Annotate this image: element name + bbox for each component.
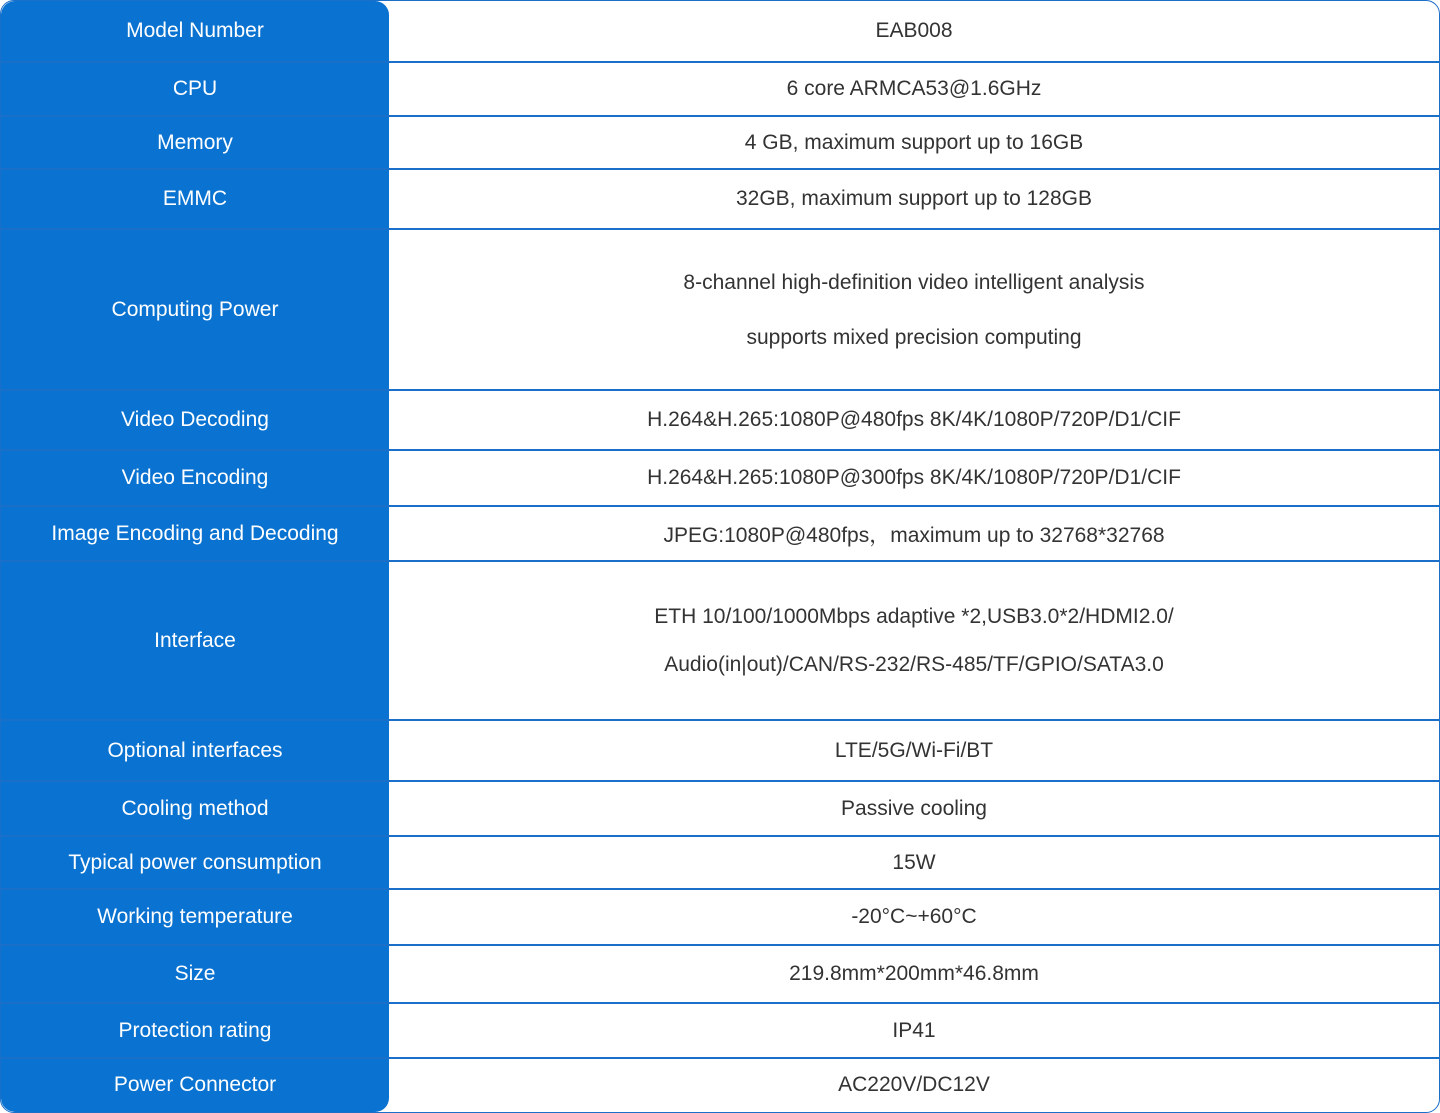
row-divider bbox=[1, 389, 1439, 391]
spec-label: CPU bbox=[172, 77, 218, 100]
row-divider bbox=[1, 228, 1439, 230]
spec-value-line: supports mixed precision computing bbox=[746, 325, 1082, 349]
row-divider bbox=[1, 944, 1439, 946]
spec-label: Cooling method bbox=[121, 796, 269, 820]
row-divider bbox=[1, 1002, 1439, 1004]
row-divider bbox=[1, 780, 1439, 782]
spec-label: Memory bbox=[157, 130, 233, 154]
spec-value: Passive cooling bbox=[841, 796, 987, 820]
spec-value: IP41 bbox=[892, 1018, 936, 1042]
row-divider bbox=[1, 1057, 1439, 1059]
spec-value: H.264&H.265:1080P@480fps 8K/4K/1080P/720P/D1/CIF bbox=[647, 408, 1181, 431]
spec-value: H.264&H.265:1080P@300fps 8K/4K/1080P/720P/D1/CIF bbox=[647, 466, 1181, 489]
spec-row-emmc bbox=[1, 169, 1439, 229]
spec-value: LTE/5G/Wi-Fi/BT bbox=[834, 738, 994, 762]
spec-row-video-encoding bbox=[1, 450, 1439, 506]
spec-value-line: ETH 10/100/1000Mbps adaptive *2,USB3.0*2/HDMI2.0/ bbox=[654, 604, 1174, 628]
spec-row-size bbox=[1, 945, 1439, 1003]
spec-row-interface bbox=[1, 561, 1439, 720]
spec-row-power-consumption bbox=[1, 836, 1439, 889]
row-divider bbox=[1, 168, 1439, 170]
row-divider bbox=[1, 560, 1439, 562]
spec-value bbox=[389, 561, 1439, 720]
row-divider bbox=[1, 61, 1439, 63]
spec-row-optional-interfaces bbox=[1, 720, 1439, 781]
spec-row-model-number bbox=[1, 1, 1439, 61]
row-divider bbox=[1, 505, 1439, 507]
spec-row-computing-power bbox=[1, 229, 1439, 390]
spec-label: Interface bbox=[154, 628, 236, 652]
spec-row-power-connector bbox=[1, 1058, 1439, 1112]
spec-value: 32GB, maximum support up to 128GB bbox=[735, 187, 1092, 210]
row-divider bbox=[1, 449, 1439, 451]
spec-row-memory bbox=[1, 116, 1439, 169]
spec-label: Optional interfaces bbox=[107, 738, 283, 762]
spec-row-video-decoding bbox=[1, 390, 1439, 450]
spec-value: AC220V/DC12V bbox=[838, 1073, 990, 1096]
spec-label: Computing Power bbox=[111, 297, 279, 321]
spec-label: Typical power consumption bbox=[68, 850, 322, 874]
row-divider bbox=[1, 835, 1439, 837]
spec-value: 4 GB, maximum support up to 16GB bbox=[744, 130, 1084, 154]
spec-label: Protection rating bbox=[118, 1018, 272, 1042]
spec-row-protection-rating bbox=[1, 1003, 1439, 1058]
row-divider bbox=[1, 719, 1439, 721]
row-divider bbox=[1, 115, 1439, 117]
spec-row-cpu bbox=[1, 62, 1439, 116]
spec-value: 15W bbox=[892, 850, 936, 874]
row-divider bbox=[1, 888, 1439, 890]
spec-value-line: Audio(in|out)/CAN/RS-232/RS-485/TF/GPIO/SATA3.0 bbox=[664, 652, 1164, 676]
spec-value: -20°C~+60°C bbox=[851, 905, 977, 928]
spec-label: Video Decoding bbox=[121, 408, 269, 431]
spec-label: Image Encoding and Decoding bbox=[51, 521, 339, 545]
spec-value: EAB008 bbox=[875, 19, 953, 42]
spec-label: Size bbox=[174, 962, 216, 985]
spec-value: 6 core ARMCA53@1.6GHz bbox=[786, 77, 1042, 100]
spec-label: EMMC bbox=[162, 187, 228, 210]
spec-label: Working temperature bbox=[97, 905, 293, 928]
spec-value bbox=[389, 229, 1439, 390]
spec-label: Power Connector bbox=[113, 1073, 277, 1096]
spec-row-cooling-method bbox=[1, 781, 1439, 836]
spec-row-image-codec bbox=[1, 506, 1439, 561]
spec-value-line: 8-channel high-definition video intelligent analysis bbox=[683, 270, 1145, 294]
spec-row-working-temperature bbox=[1, 889, 1439, 945]
spec-label: Video Encoding bbox=[121, 466, 269, 489]
spec-label: Model Number bbox=[126, 19, 264, 42]
spec-value: 219.8mm*200mm*46.8mm bbox=[789, 962, 1039, 985]
spec-value: JPEG:1080P@480fps，maximum up to 32768*32768 bbox=[663, 523, 1165, 547]
